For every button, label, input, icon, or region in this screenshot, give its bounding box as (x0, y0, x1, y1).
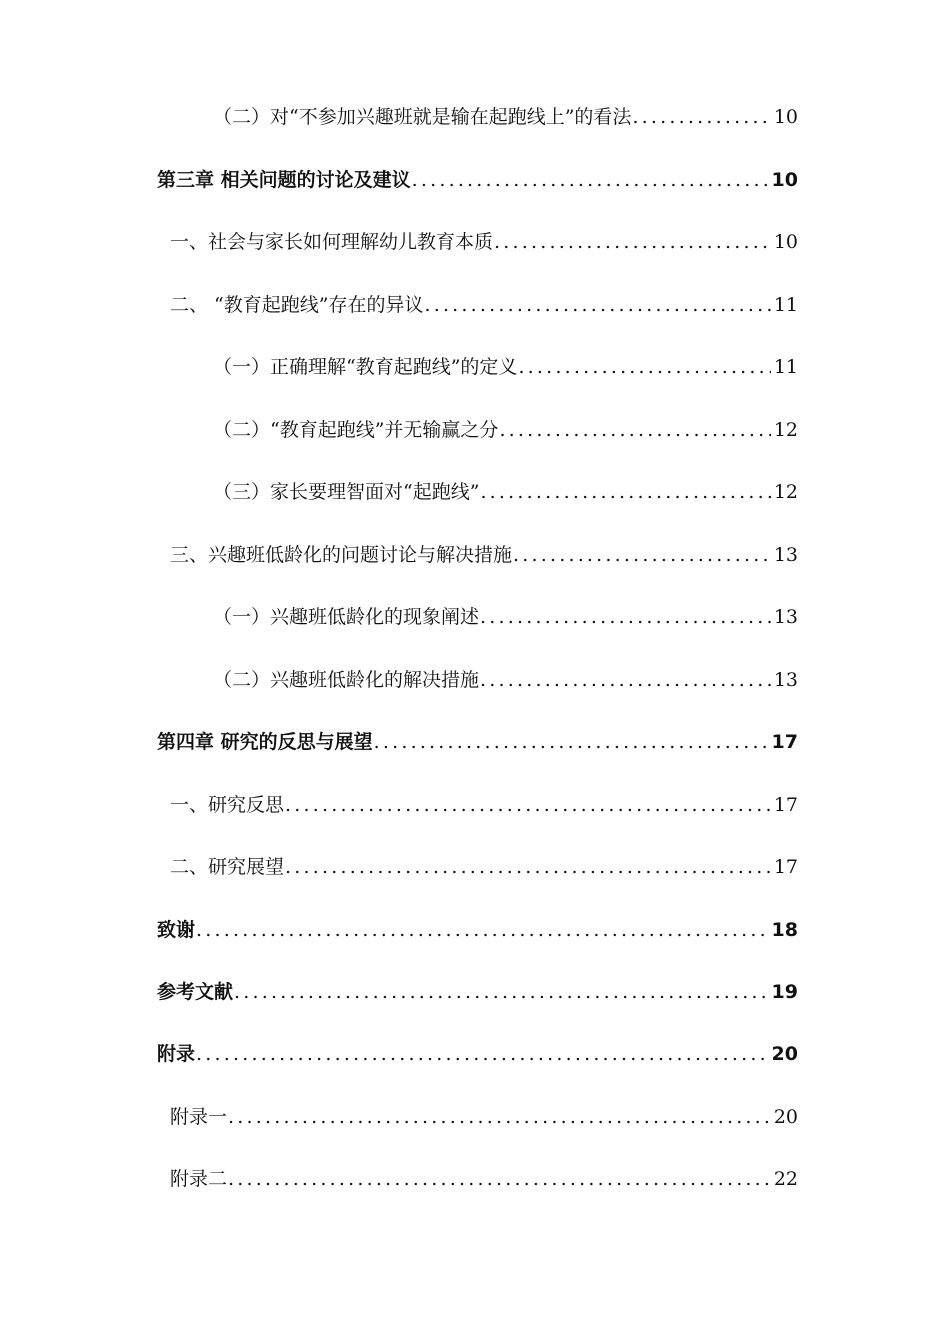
toc-entry-title: （二）兴趣班低龄化的解决措施 (213, 669, 480, 691)
toc-entry-title: 第三章 相关问题的讨论及建议 (157, 169, 411, 191)
toc-entry-acknowledgements[interactable] (157, 910, 798, 950)
toc-entry-title: 二、 “教育起跑线”存在的异议 (170, 294, 424, 316)
toc-entry-page: 17 (771, 731, 798, 753)
toc-entry-appendix[interactable] (157, 1034, 798, 1074)
toc-entry-chapter3-section1[interactable] (170, 222, 798, 262)
toc-dot-leader (424, 285, 770, 325)
toc-entry-title: （三）家长要理智面对“起跑线” (213, 481, 480, 503)
toc-dot-leader (234, 972, 769, 1012)
toc-entry-title: 致谢 (157, 919, 196, 941)
toc-entry-page: 10 (773, 231, 798, 253)
toc-entry-title: （二）对“不参加兴趣班就是输在起跑线上”的看法 (213, 106, 632, 128)
toc-entry-title: （一）正确理解“教育起跑线”的定义 (213, 356, 518, 378)
toc-entry-chapter2-section2-2[interactable] (213, 97, 798, 137)
toc-entry-page: 19 (771, 981, 798, 1003)
toc-entry-page: 13 (773, 669, 798, 691)
toc-dot-leader (285, 847, 771, 887)
toc-dot-leader (480, 472, 770, 512)
toc-entry-page: 20 (771, 1043, 798, 1065)
toc-entry-chapter3-section2[interactable] (170, 285, 798, 325)
toc-entry-page: 12 (773, 481, 798, 503)
toc-entry-page: 20 (773, 1106, 798, 1128)
toc-entry-appendix-2[interactable] (170, 1159, 798, 1199)
toc-entry-page: 12 (773, 419, 798, 441)
toc-entry-title: 二、研究展望 (170, 856, 285, 878)
toc-entry-title: 附录一 (170, 1106, 228, 1128)
toc-dot-leader (632, 97, 770, 137)
toc-entry-chapter4-section2[interactable] (170, 847, 798, 887)
toc-entry-title: （二）“教育起跑线”并无输赢之分 (213, 419, 499, 441)
toc-dot-leader (494, 222, 771, 262)
toc-entry-page: 11 (773, 294, 798, 316)
toc-entry-title: 附录 (157, 1043, 196, 1065)
toc-entry-page: 22 (773, 1168, 798, 1190)
toc-entry-title: 第四章 研究的反思与展望 (157, 731, 373, 753)
toc-entry-chapter4-section1[interactable] (170, 785, 798, 825)
toc-dot-leader (480, 597, 771, 637)
toc-entry-title: 参考文献 (157, 981, 234, 1003)
toc-dot-leader (228, 1159, 771, 1199)
toc-entry-title: 三、兴趣班低龄化的问题讨论与解决措施 (170, 544, 513, 566)
toc-entry-title: 一、研究反思 (170, 794, 285, 816)
toc-dot-leader (412, 160, 769, 200)
toc-entry-page: 18 (771, 919, 798, 941)
toc-entry-chapter3-section2-3[interactable] (213, 472, 798, 512)
toc-entry-page: 13 (773, 606, 798, 628)
toc-entry-chapter4[interactable] (157, 722, 798, 762)
toc-entry-page: 11 (773, 356, 798, 378)
toc-dot-leader (228, 1097, 771, 1137)
toc-entry-chapter3-section2-2[interactable] (213, 410, 798, 450)
toc-dot-leader (513, 535, 771, 575)
toc-entry-title: 附录二 (170, 1168, 228, 1190)
toc-entry-title: 一、社会与家长如何理解幼儿教育本质 (170, 231, 494, 253)
toc-dot-leader (518, 347, 770, 387)
toc-entry-chapter3[interactable] (157, 160, 798, 200)
toc-entry-page: 13 (773, 544, 798, 566)
toc-entry-chapter3-section3-2[interactable] (213, 660, 798, 700)
toc-entry-chapter3-section2-1[interactable] (213, 347, 798, 387)
toc-dot-leader (196, 1034, 769, 1074)
toc-entry-chapter3-section3-1[interactable] (213, 597, 798, 637)
toc-dot-leader (374, 722, 769, 762)
toc-entry-page: 17 (773, 794, 798, 816)
toc-dot-leader (480, 660, 771, 700)
toc-dot-leader (285, 785, 771, 825)
toc-entry-page: 17 (773, 856, 798, 878)
toc-dot-leader (499, 410, 770, 450)
toc-dot-leader (196, 910, 769, 950)
toc-entry-chapter3-section3[interactable] (170, 535, 798, 575)
toc-entry-page: 10 (771, 169, 798, 191)
toc-entry-page: 10 (773, 106, 798, 128)
toc-entry-appendix-1[interactable] (170, 1097, 798, 1137)
toc-entry-title: （一）兴趣班低龄化的现象阐述 (213, 606, 480, 628)
toc-entry-references[interactable] (157, 972, 798, 1012)
